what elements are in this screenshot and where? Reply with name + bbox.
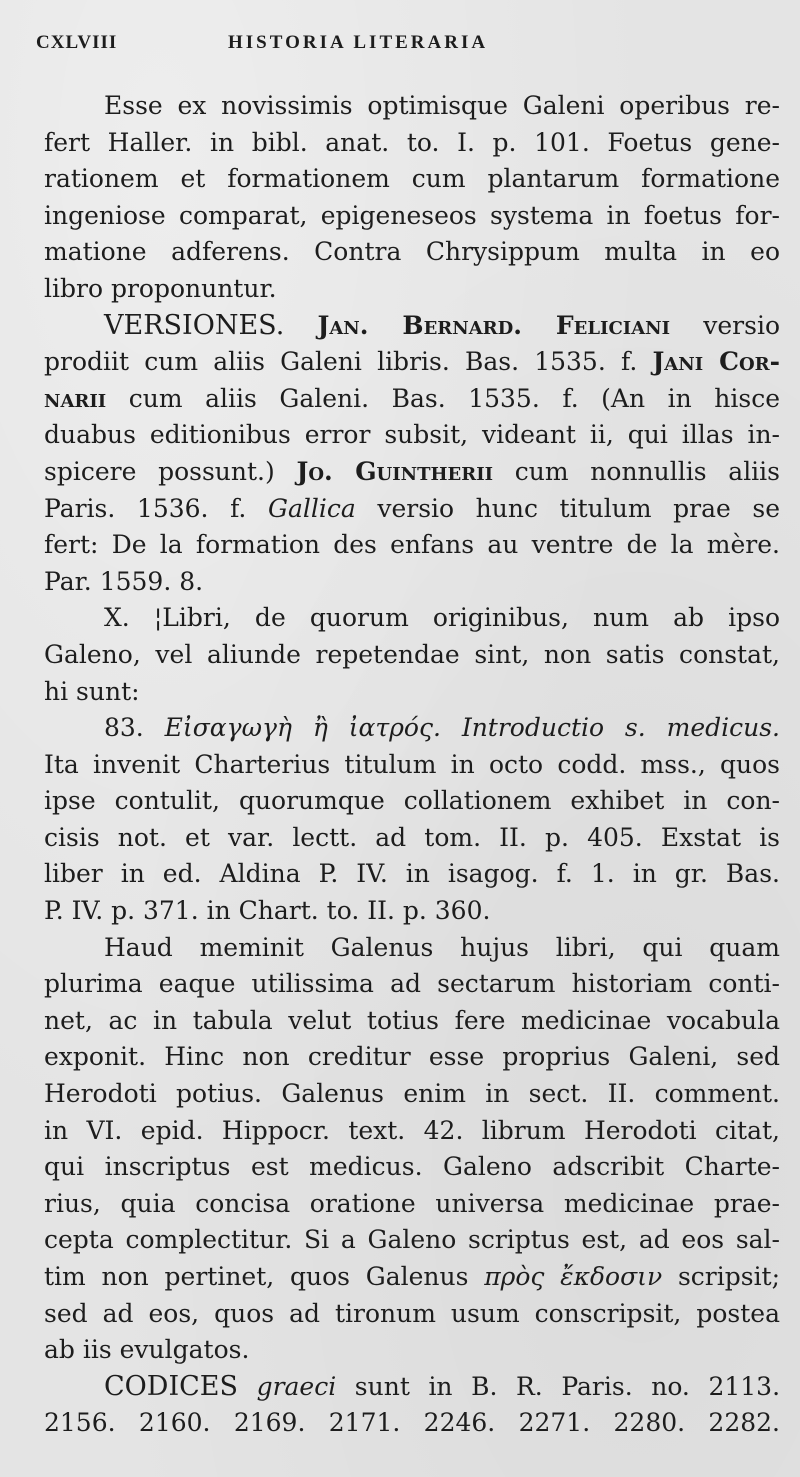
page-number: CXLVIII — [36, 32, 118, 53]
text-line: rius, quia concisa oratione universa medicinae prae- — [44, 1188, 780, 1218]
text-line: ingeniose comparat, epigeneseos systema in foetus for- — [44, 200, 780, 230]
text-line: liber in ed. Aldina P. IV. in isagog. f. 1. in gr. Bas. — [44, 859, 780, 889]
italic-term: Gallica — [267, 493, 356, 523]
text-span: Paris. 1536. f. — [44, 493, 247, 523]
text-line — [44, 308, 780, 345]
text-line — [44, 1259, 780, 1296]
text-line: matione adferens. Contra Chrysippum multa in eo — [44, 237, 780, 267]
text-line: fert: De la formation des enfans au ventre de la mère. — [44, 530, 780, 560]
author-name: narii — [44, 383, 107, 413]
text-line: duabus editionibus error subsit, videant ii, qui illas in- — [44, 420, 780, 450]
text-line — [44, 1369, 780, 1406]
text-line: rationem et formationem cum plantarum formatione — [44, 164, 780, 194]
text-line — [44, 344, 780, 381]
text-line — [44, 454, 780, 491]
text-line: 2156. 2160. 2169. 2171. 2246. 2271. 2280. 2282. — [44, 1408, 780, 1438]
text-span: scripsit; — [677, 1262, 780, 1291]
text-line: X. ¦Libri, de quorum originibus, num ab ipso — [104, 603, 780, 633]
text-span: versio — [703, 310, 780, 340]
text-span: sunt in B. R. Paris. no. 2113. — [354, 1371, 780, 1401]
text-line: hi sunt: — [44, 676, 140, 706]
author-name: Jo. Guintherii — [296, 456, 494, 486]
text-span: cum aliis Galeni. Bas. 1535. f. (An in hisce — [128, 383, 780, 413]
text-line: Galeno, vel aliunde repetendae sint, non satis constat, — [44, 639, 780, 669]
text-line — [44, 381, 780, 418]
text-span: versio hunc titulum prae se — [377, 493, 780, 523]
section-heading-versiones: VERSIONES. — [104, 309, 285, 341]
text-line: cepta complectitur. Si a Galeno scriptus est, ad eos sal- — [44, 1225, 780, 1255]
entry-number: 83. — [104, 713, 144, 743]
text-line: sed ad eos, quos ad tironum usum conscripsit, postea — [44, 1298, 780, 1328]
text-line: Ita invenit Charterius titulum in octo codd. mss., quos — [44, 749, 780, 779]
text-line: fert Haller. in bibl. anat. to. I. p. 101. Foetus gene- — [44, 127, 780, 157]
author-name: Jani Cor- — [652, 347, 780, 377]
text-line: in VI. epid. Hippocr. text. 42. librum Herodoti citat, — [44, 1115, 780, 1145]
text-line: exponit. Hinc non creditur esse proprius Galeni, sed — [44, 1042, 780, 1072]
text-line: Esse ex novissimis optimisque Galeni operibus re- — [104, 91, 780, 120]
italic-term: graeci — [256, 1371, 337, 1401]
text-span: prodiit cum aliis Galeni libris. Bas. 1535. f. — [44, 347, 638, 377]
text-line: net, ac in tabula velut totius fere medicinae vocabula — [44, 1005, 780, 1035]
text-line: ab iis evulgatos. — [44, 1335, 250, 1365]
text-line: Herodoti potius. Galenus enim in sect. II. comment. — [44, 1079, 780, 1109]
entry-heading-line — [44, 710, 780, 747]
text-line: plurima eaque utilissima ad sectarum historiam conti- — [44, 969, 780, 999]
running-title: HISTORIA LITERARIA — [228, 32, 489, 53]
text-line: P. IV. p. 371. in Chart. to. II. p. 360. — [44, 896, 491, 926]
text-span: tim non pertinet, quos Galenus — [44, 1262, 469, 1291]
text-line: Haud meminit Galenus hujus libri, qui quam — [104, 932, 780, 962]
text-line: ipse contulit, quorumque collationem exhibet in con- — [44, 786, 780, 816]
text-line: qui inscriptus est medicus. Galeno adscribit Charte- — [44, 1152, 780, 1182]
greek-title: Εἰσαγωγὴ ἢ ἰατρός. — [164, 713, 441, 743]
text-line: cisis not. et var. lectt. ad tom. II. p. 405. Exstat is — [44, 822, 780, 852]
latin-title: Introductio s. medicus. — [461, 713, 780, 743]
text-span: cum nonnullis aliis — [514, 456, 780, 486]
body-text — [44, 88, 780, 1442]
text-line: Par. 1559. 8. — [44, 566, 204, 596]
section-heading-codices: CODICES — [104, 1370, 238, 1402]
greek-phrase: πρὸς ἔκδοσιν — [484, 1262, 663, 1291]
text-span: spicere possunt.) — [44, 456, 275, 486]
text-line: libro proponuntur. — [44, 273, 277, 303]
text-line — [44, 491, 780, 528]
running-head — [36, 32, 764, 58]
author-name: Jan. Bernard. Feliciani — [317, 310, 671, 340]
